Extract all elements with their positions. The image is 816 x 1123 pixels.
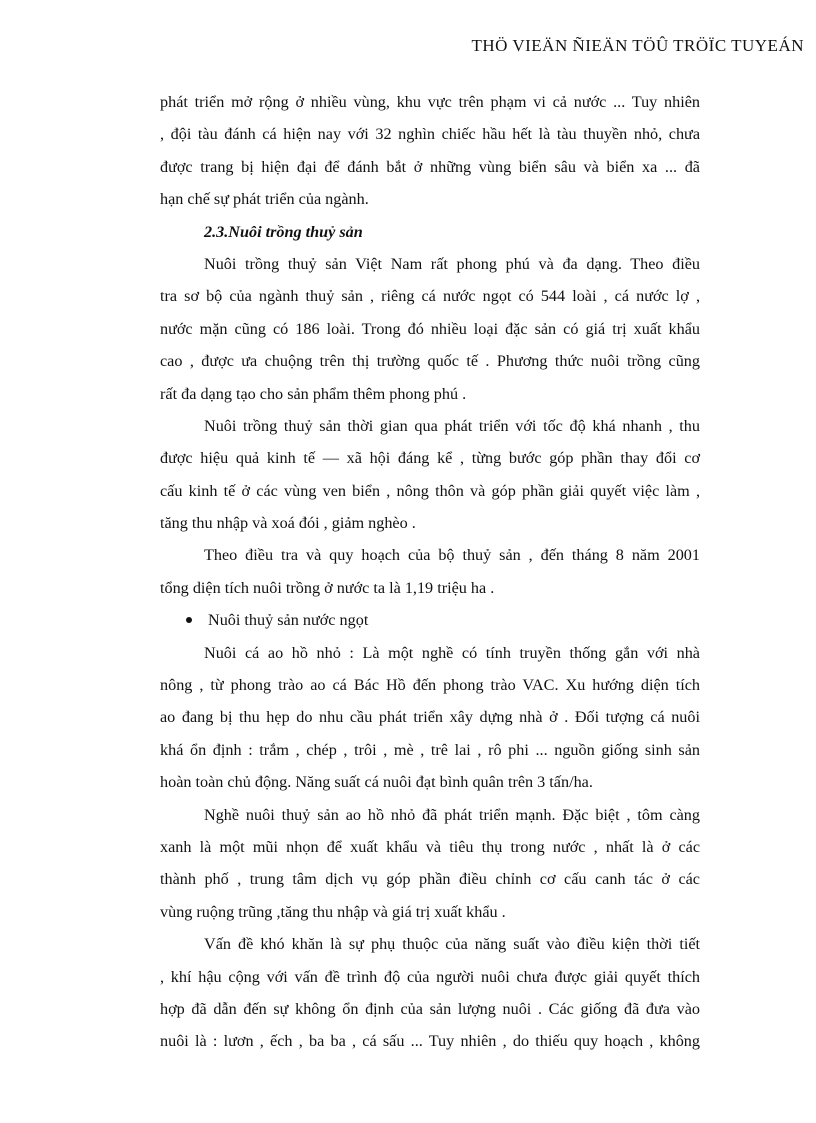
text-line: xanh là một mũi nhọn để xuất khẩu và tiêu thụ trong nước , nhất là ở các xyxy=(160,837,700,856)
text-line: vùng ruộng trũng ,tăng thu nhập và giá trị xuất khẩu . xyxy=(160,902,506,921)
text-line: cao , được ưa chuộng trên thị trường quốc tế . Phương thức nuôi trồng cũng xyxy=(160,352,700,371)
document-body xyxy=(160,86,700,1058)
text-line: hợp đã dẫn đến sự không ổn định của sản lượng nuôi . Các giống đã đưa vào xyxy=(160,999,700,1018)
paragraph xyxy=(160,248,700,410)
text-line: được hiệu quả kinh tế — xã hội đáng kể , từng bước góp phần thay đổi cơ xyxy=(160,449,700,468)
text-line: ao đang bị thu hẹp do nhu cầu phát triển xây dựng nhà ở . Đối tượng cá nuôi xyxy=(160,708,700,727)
text-line: Nuôi trồng thuỷ sản thời gian qua phát triển với tốc độ khá nhanh , thu xyxy=(204,416,700,435)
paragraph-continuation xyxy=(160,86,700,216)
text-line: Theo điều tra và quy hoạch của bộ thuỷ sản , đến tháng 8 năm 2001 xyxy=(204,546,700,565)
text-line: Nuôi cá ao hồ nhỏ : Là một nghề có tính truyền thống gắn với nhà xyxy=(204,643,700,662)
bullet-text: Nuôi thuỷ sản nước ngọt xyxy=(208,611,369,630)
text-line: Vấn đề khó khăn là sự phụ thuộc của năng suất vào điều kiện thời tiết xyxy=(204,935,700,954)
text-line: nông , từ phong trào ao cá Bác Hồ đến phong trào VAC. Xu hướng diện tích xyxy=(160,676,700,695)
page-header: THÖ VIEÄN ÑIEÄN TÖÛ TRÖÏC TUYEÁN xyxy=(471,36,804,55)
text-line: tổng diện tích nuôi trồng ở nước ta là 1,19 triệu ha . xyxy=(160,578,495,597)
text-line: thành phố , trung tâm dịch vụ góp phần điều chỉnh cơ cấu canh tác ở các xyxy=(160,870,700,889)
paragraph xyxy=(160,637,700,799)
text-line: khá ổn định : trắm , chép , trôi , mè , trê lai , rô phi ... nguồn giống sinh sản xyxy=(160,740,700,759)
text-line: , đội tàu đánh cá hiện nay với 32 nghìn chiếc hầu hết là tàu thuyền nhỏ, chưa xyxy=(160,125,700,144)
paragraph xyxy=(160,928,700,1058)
paragraph xyxy=(160,539,700,604)
paragraph xyxy=(160,799,700,929)
text-line: cấu kinh tế ở các vùng ven biển , nông thôn và góp phần giải quyết việc làm , xyxy=(160,481,700,500)
text-line: Nuôi trồng thuỷ sản Việt Nam rất phong phú và đa dạng. Theo điều xyxy=(204,254,700,273)
paragraph xyxy=(160,410,700,540)
bullet-item xyxy=(160,604,700,636)
section-heading: 2.3.Nuôi trồng thuỷ sản xyxy=(204,222,363,241)
text-line: Nghề nuôi thuỷ sản ao hồ nhỏ đã phát triển mạnh. Đặc biệt , tôm càng xyxy=(204,805,700,824)
text-line: tra sơ bộ của ngành thuỷ sản , riêng cá nước ngọt có 544 loài , cá nước lợ , xyxy=(160,287,700,306)
text-line: , khí hậu cộng với vấn đề trình độ của người nuôi chưa được giải quyết thích xyxy=(160,967,700,986)
text-line: hạn chế sự phát triển của ngành. xyxy=(160,190,369,209)
text-line: phát triển mở rộng ở nhiều vùng, khu vực trên phạm vi cả nước ... Tuy nhiên xyxy=(160,93,700,111)
text-line: hoàn toàn chủ động. Năng suất cá nuôi đạt bình quân trên 3 tấn/ha. xyxy=(160,773,593,792)
text-line: nước mặn cũng có 186 loài. Trong đó nhiều loại đặc sản có giá trị xuất khẩu xyxy=(160,319,700,338)
text-line: tăng thu nhập và xoá đói , giảm nghèo . xyxy=(160,514,416,533)
text-line: được trang bị hiện đại để đánh bắt ở những vùng biển sâu và biển xa ... đã xyxy=(160,157,700,176)
text-line: nuôi là : lươn , ếch , ba ba , cá sấu ... Tuy nhiên , do thiếu quy hoạch , không xyxy=(160,1032,700,1051)
text-line: rất đa dạng tạo cho sản phẩm thêm phong phú . xyxy=(160,384,467,403)
